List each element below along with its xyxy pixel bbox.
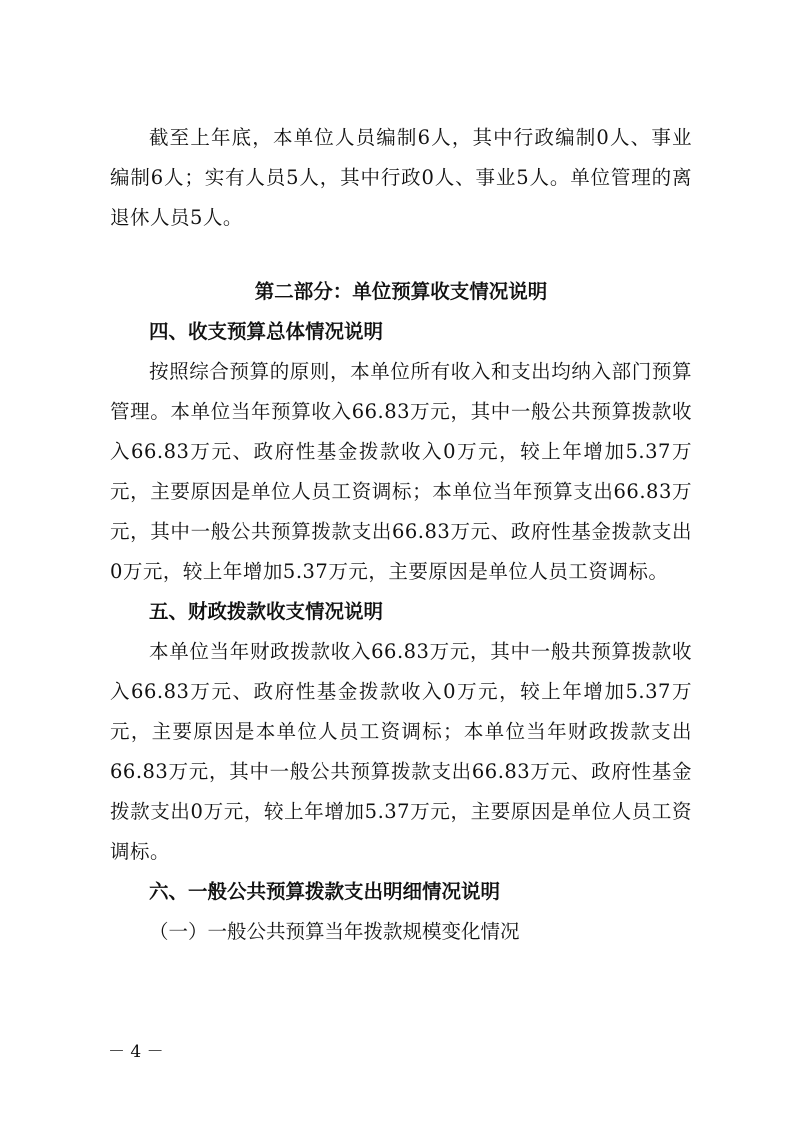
page-number: － 4 －	[108, 1042, 164, 1062]
staffing-paragraph: 截至上年底，本单位人员编制6人，其中行政编制0人、事业编制6人；实有人员5人，其中行政0人、事业5人。单位管理的离退休人员5人。	[110, 126, 692, 229]
section-five-heading: 五、财政拨款收支情况说明	[149, 600, 384, 623]
part-two-title: 第二部分：单位预算收支情况说明	[254, 280, 548, 303]
fiscal-appropriation-paragraph: 本单位当年财政拨款收入66.83万元，其中一般共预算拨款收入66.83万元、政府性基金拨款收入0万元，较上年增加5.37万元，主要原因是本单位人员工资调标；本单位当年财政拨款支出66.83万元，其中一般公共预算拨款支出66.83万元、政府性基金拨款支出0万元，较上年增加5.37万元，主要原因是单位人员工资调标。	[110, 640, 692, 863]
section-four-heading: 四、收支预算总体情况说明	[149, 320, 384, 343]
section-six-heading: 六、一般公共预算拨款支出明细情况说明	[149, 880, 501, 903]
overall-budget-paragraph: 按照综合预算的原则，本单位所有收入和支出均纳入部门预算管理。本单位当年预算收入66.83万元，其中一般公共预算拨款收入66.83万元、政府性基金拨款收入0万元，较上年增加5.37万元，主要原因是单位人员工资调标；本单位当年预算支出66.83万元，其中一般公共预算拨款支出66.83万元、政府性基金拨款支出0万元，较上年增加5.37万元，主要原因是单位人员工资调标。	[110, 360, 692, 583]
subsection-one-heading: （一）一般公共预算当年拨款规模变化情况	[149, 920, 520, 943]
